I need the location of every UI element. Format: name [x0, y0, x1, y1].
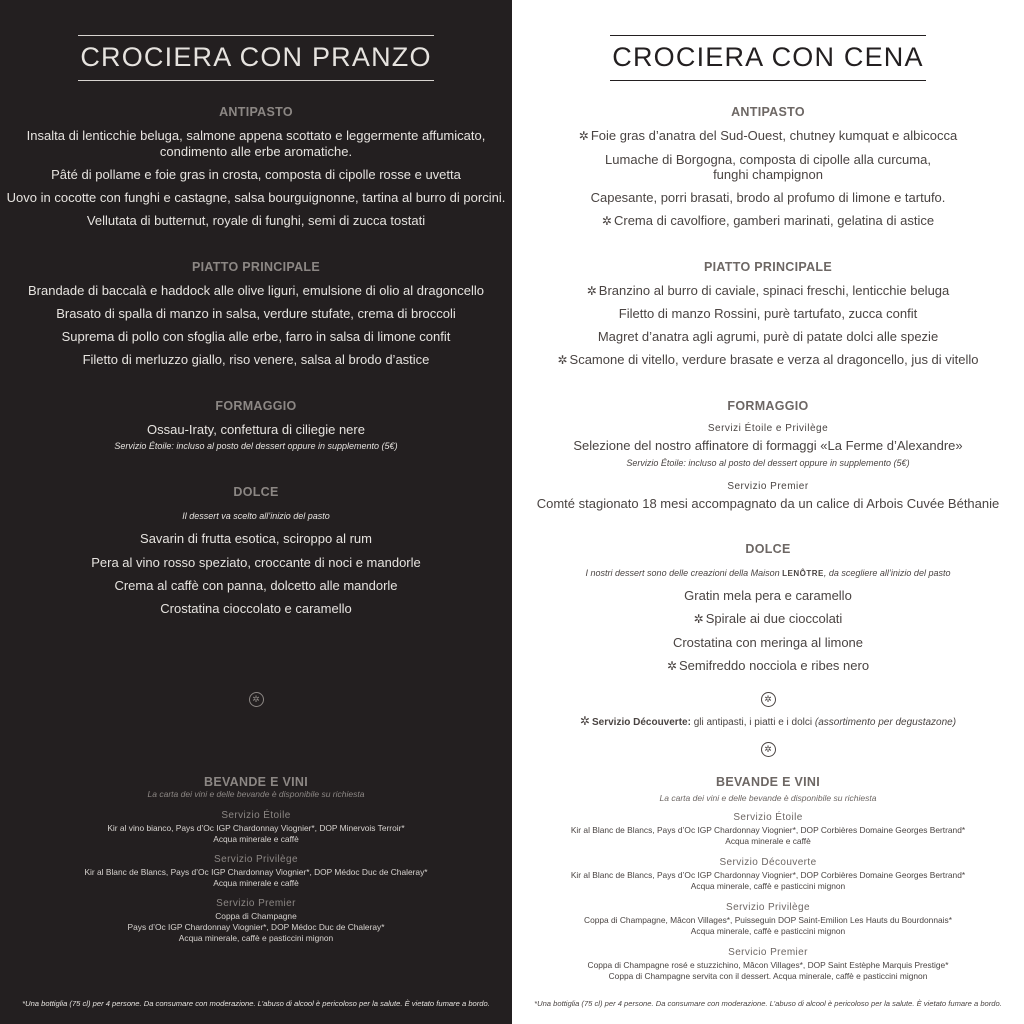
- dinner-service-line: Kir al Blanc de Blancs, Pays d’Oc IGP Chardonnay Viognier*, DOP Corbières Domaine Georges Bertrand*: [570, 825, 966, 835]
- star-emblem-icon: ✲: [249, 692, 264, 707]
- dinner-menu-panel: [512, 0, 1024, 1024]
- dinner-antipasto-item: Lumache di Borgogna, composta di cipolle alla curcuma,: [605, 152, 931, 167]
- dinner-antipasto-item: ✲ Foie gras d’anatra del Sud-Ouest, chutney kumquat e albicocca: [578, 128, 958, 143]
- star-icon: ✲: [579, 714, 590, 728]
- lunch-service-line: Pays d’Oc IGP Chardonnay Viognier*, DOP Médoc Duc de Chaleray*: [127, 922, 385, 932]
- lunch-dolce-note: Il dessert va scelto all’inizio del pasto: [182, 511, 330, 521]
- lunch-service-line: Coppa di Champagne: [215, 911, 297, 921]
- dinner-formaggio-note: Servizio Étoile: incluso al posto del dessert oppure in supplemento (5€): [626, 458, 910, 468]
- dinner-bevande-subtitle: La carta dei vini e delle bevande è disponibile su richiesta: [659, 793, 877, 803]
- dinner-dolce-item: Crostatina con meringa al limone: [672, 635, 864, 650]
- dinner-formaggio-sub: Servizi Étoile e Privilège: [707, 423, 829, 434]
- lunch-service-line: Kir al vino bianco, Pays d’Oc IGP Chardonnay Viognier*, DOP Minervois Terroir*: [107, 823, 405, 833]
- lunch-dolce-heading: DOLCE: [233, 485, 279, 499]
- dinner-emblem-row: [512, 689, 1024, 707]
- dinner-principale-item: Magret d’anatra agli agrumi, purè di patate dolci alle spezie: [597, 329, 939, 344]
- dinner-principale-item: ✲ Scamone di vitello, verdure brasate e verza al dragoncello, jus di vitello: [557, 352, 979, 367]
- lenotre-logo: LENÔTRE: [782, 569, 824, 578]
- lunch-dolce-item: Crema al caffè con panna, dolcetto alle mandorle: [114, 578, 398, 593]
- dinner-service-line: Coppa di Champagne servita con il dessert. Acqua minerale, caffè e pasticcini mignon: [608, 971, 928, 981]
- lunch-bevande-heading: BEVANDE E VINI: [204, 775, 308, 789]
- dinner-service-name: Servicio Premier: [728, 947, 808, 958]
- dinner-formaggio-item: Selezione del nostro affinatore di formaggi «La Ferme d’Alexandre»: [573, 438, 963, 453]
- lunch-formaggio-note: Servizio Étoile: incluso al posto del dessert oppure in supplemento (5€): [114, 441, 398, 451]
- dinner-service-line: Acqua minerale e caffè: [725, 836, 811, 846]
- lunch-service-name: Servizio Étoile: [221, 810, 291, 821]
- star-icon: ✲: [601, 214, 612, 228]
- lunch-emblem-row: [0, 689, 512, 707]
- dinner-principale-item: ✲ Branzino al burro di caviale, spinaci freschi, lenticchie beluga: [586, 283, 950, 298]
- lunch-antipasto-item: Pâté di pollame e foie gras in crosta, composta di cipolle rosse e uvetta: [51, 167, 461, 182]
- lunch-antipasto-heading: ANTIPASTO: [219, 105, 293, 119]
- dinner-antipasto-item: ✲ Crema di cavolfiore, gamberi marinati, gelatina di astice: [601, 213, 935, 228]
- star-icon: ✲: [666, 659, 677, 673]
- lunch-antipasto-item: condimento alle erbe aromatiche.: [159, 144, 353, 159]
- dinner-service-line: Kir al Blanc de Blancs, Pays d’Oc IGP Chardonnay Viognier*, DOP Corbières Domaine Georges Bertrand*: [570, 870, 966, 880]
- dinner-service-name: Servizio Découverte: [719, 857, 817, 868]
- lunch-dolce-item: Savarin di frutta esotica, sciroppo al rum: [140, 531, 372, 546]
- lunch-service-line: Acqua minerale, caffè e pasticcini mignon: [178, 933, 334, 943]
- lunch-principale-item: Suprema di pollo con sfoglia alle erbe, farro in salsa di limone confit: [61, 329, 451, 344]
- lunch-menu-title: CROCIERA CON PRANZO: [0, 35, 512, 81]
- dinner-principale-heading: PIATTO PRINCIPALE: [703, 260, 833, 274]
- dinner-menu-title: CROCIERA CON CENA: [512, 35, 1024, 81]
- dinner-service-name: Servizio Étoile: [733, 812, 803, 823]
- lunch-principale-item: Brasato di spalla di manzo in salsa, verdure stufate, crema di broccoli: [56, 306, 456, 321]
- dinner-formaggio-item: Comté stagionato 18 mesi accompagnato da un calice di Arbois Cuvée Béthanie: [536, 496, 1000, 511]
- lunch-antipasto-item: Vellutata di butternut, royale di funghi, semi di zucca tostati: [86, 213, 426, 228]
- dinner-dolce-heading: DOLCE: [745, 542, 791, 556]
- dinner-service-line: Acqua minerale, caffè e pasticcini mignon: [690, 926, 846, 936]
- lunch-service-name: Servizio Premier: [216, 898, 296, 909]
- dinner-dolce-item: ✲ Spirale ai due cioccolati: [693, 611, 843, 626]
- dinner-footnote: *Una bottiglia (75 cl) per 4 persone. Da consumare con moderazione. L’abuso di alcool è pericoloso per la salute. È vietato fumare a bordo.: [534, 999, 1002, 1008]
- dinner-antipasto-item: Capesante, porri brasati, brodo al profumo di limone e tartufo.: [590, 190, 946, 205]
- lunch-formaggio-item: Ossau-Iraty, confettura di ciliegie nere: [147, 422, 365, 437]
- lunch-service-line: Kir al Blanc de Blancs, Pays d’Oc IGP Chardonnay Viognier*, DOP Médoc Duc de Chaleray*: [84, 867, 428, 877]
- star-icon: ✲: [693, 612, 704, 626]
- dinner-emblem-row-2: [512, 739, 1024, 757]
- lunch-antipasto-item: Insalta di lenticchie beluga, salmone appena scottato e leggermente affumicato,: [26, 128, 486, 143]
- star-emblem-icon: ✲: [761, 692, 776, 707]
- dinner-dolce-note: I nostri dessert sono delle creazioni della Maison LENÔTRE, da scegliere all’inizio del pasto: [585, 568, 951, 578]
- lunch-principale-item: Brandade di baccalà e haddock alle olive liguri, emulsione di olio al dragoncello: [27, 283, 484, 298]
- lunch-service-name: Servizio Privilège: [214, 854, 298, 865]
- dinner-antipasto-item: funghi champignon: [713, 167, 823, 182]
- star-icon: ✲: [578, 129, 589, 143]
- lunch-footnote: *Una bottiglia (75 cl) per 4 persone. Da consumare con moderazione. L’abuso di alcool è pericoloso per la salute. È vietato fumare a bordo.: [22, 999, 490, 1008]
- dinner-service-line: Acqua minerale, caffè e pasticcini mignon: [690, 881, 846, 891]
- lunch-service-line: Acqua minerale e caffè: [213, 834, 299, 844]
- star-icon: ✲: [557, 353, 568, 367]
- lunch-formaggio-heading: FORMAGGIO: [215, 399, 297, 413]
- dinner-formaggio-sub: Servizio Premier: [727, 481, 809, 492]
- star-emblem-icon: ✲: [761, 742, 776, 757]
- star-icon: ✲: [586, 284, 597, 298]
- lunch-dolce-item: Pera al vino rosso speziato, croccante di noci e mandorle: [91, 555, 421, 570]
- dinner-bevande-heading: BEVANDE E VINI: [716, 775, 820, 789]
- lunch-service-line: Acqua minerale e caffè: [213, 878, 299, 888]
- dinner-decouverte-note: ✲ Servizio Découverte: gli antipasti, i piatti e i dolci (assortimento per degustazone): [579, 714, 957, 728]
- dinner-dolce-item: Gratin mela pera e caramello: [684, 588, 852, 603]
- lunch-principale-heading: PIATTO PRINCIPALE: [191, 260, 321, 274]
- lunch-antipasto-item: Uovo in cocotte con funghi e castagne, salsa bourguignonne, tartina al burro di porcini.: [6, 190, 506, 205]
- lunch-principale-item: Filetto di merluzzo giallo, riso venere, salsa al brodo d’astice: [82, 352, 430, 367]
- dinner-antipasto-heading: ANTIPASTO: [731, 105, 805, 119]
- dinner-principale-item: Filetto di manzo Rossini, purè tartufato, zucca confit: [618, 306, 918, 321]
- dinner-dolce-item: ✲ Semifreddo nocciola e ribes nero: [666, 658, 870, 673]
- lunch-dolce-item: Crostatina cioccolato e caramello: [160, 601, 352, 616]
- dinner-service-line: Coppa di Champagne, Mâcon Villages*, Puisseguin DOP Saint-Emilion Les Hauts du Bourdonnais*: [584, 915, 952, 925]
- lunch-bevande-subtitle: La carta dei vini e delle bevande è disponibile su richiesta: [147, 789, 365, 799]
- dinner-formaggio-heading: FORMAGGIO: [727, 399, 809, 413]
- dinner-service-name: Servizio Privilège: [726, 902, 810, 913]
- dinner-service-line: Coppa di Champagne rosé e stuzzichino, Mâcon Villages*, DOP Saint Estèphe Marquis Prestige*: [587, 960, 949, 970]
